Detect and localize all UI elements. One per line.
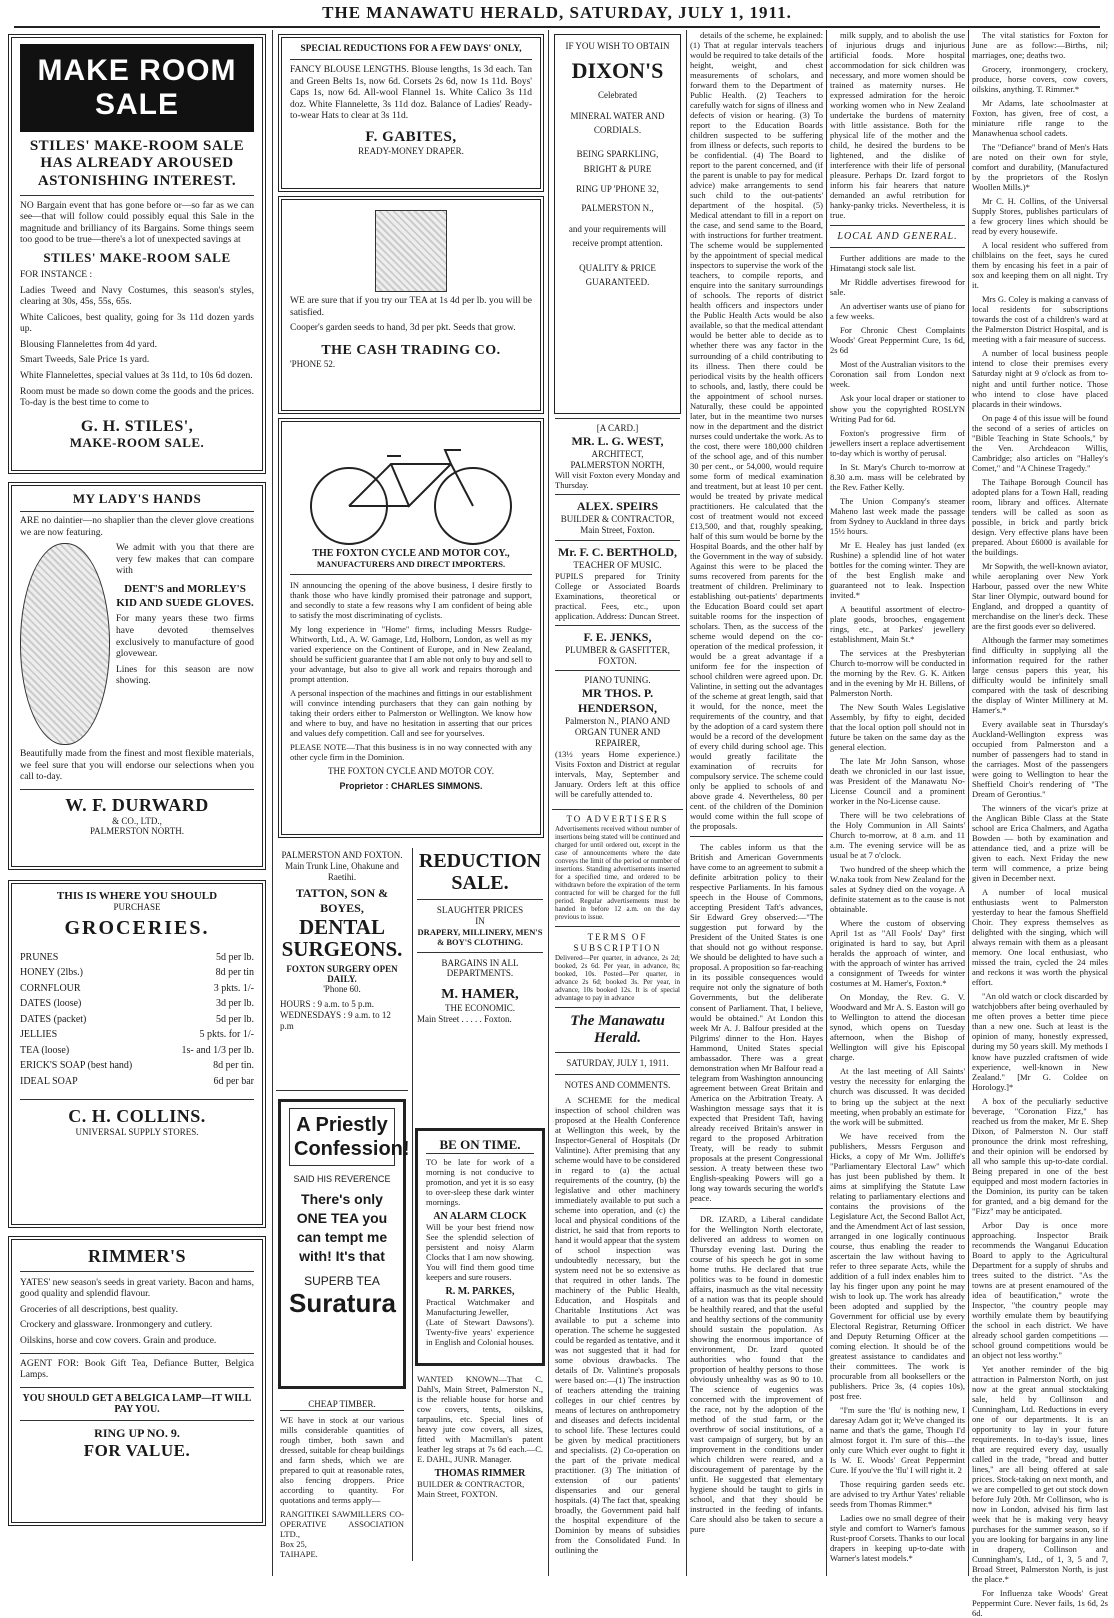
price-value: 6d per bar <box>213 1075 254 1087</box>
collins-sub: UNIVERSAL SUPPLY STORES. <box>75 1126 199 1137</box>
cycle-p2: My long experience in "Home" firms, including Messrs Rudge-Whitworth, Ltd., A. W. Gamage, Ltd, Holborn, London, as well as my varied experience on the Continent of Europe, and in New Zealand, should be sufficient guarantee that I am able not only to buy and sell to your advantage, but also to give all work and repairs thorough and prompt attention. <box>290 624 532 685</box>
news-item: Foxton's progressive firm of jewellers insert a replace advertisement to-day which is worthy of perusal. <box>830 427 965 458</box>
column-2 <box>276 30 546 1576</box>
price-value: 1s- and 1/3 per lb. <box>181 1044 254 1056</box>
reduction-bargains: BARGAINS IN ALL DEPARTMENTS. <box>441 957 519 979</box>
column-2-left <box>276 848 408 1561</box>
news-item: The services at the Presbyterian Church to-morrow will be conducted in the morning by the Rev. G. K. Aitken and in the evening by Mr H. Billens, of Palmerston North. <box>830 647 965 698</box>
news-item: Grocery, ironmongery, crockery, produce, horse covers, cow covers, oilskins, anything. T. Rimmer.* <box>972 64 1108 95</box>
stiles-subhead: STILES' MAKE-ROOM SALE <box>43 250 231 266</box>
price-value: 5d per lb. <box>215 951 254 963</box>
reduction-advert <box>413 848 547 1124</box>
news-item: Mr Sopwith, the well-known aviator, while aeroplaning over New York Harbour, passed over the new White Star liner Olympic, outward bound for England, and dropped a quantity of merchandise on the liner's deck. These are the first goods ever so delivered. <box>972 560 1108 631</box>
local-items <box>830 253 965 1563</box>
hamer-firm: M. HAMER, <box>441 987 519 1003</box>
advertisers-notice <box>552 809 683 1556</box>
dental-title: DENTAL SURGEONS. <box>281 915 403 962</box>
timber-firm: RANGITIKEI SAWMILLERS CO-OPERATIVE ASSOCIATION LTD., <box>280 1508 404 1539</box>
price-row <box>20 950 254 966</box>
card-place: Main Street, Foxton. <box>580 525 655 536</box>
dahl-advert <box>413 1372 547 1501</box>
news-item: Most of the Australian visitors to the Coronation sail from London next week. <box>830 359 965 390</box>
rimmer-p1: YATES' new season's seeds in great variety. Bacon and hams, good quality and splendid flavour. <box>20 1277 254 1300</box>
business-card <box>555 670 680 802</box>
news-item: Further additions are made to the Himatangi stock sale list. <box>830 253 965 274</box>
advertisers-body: Advertisements received without number of insertions being stated will be continued and charged for until ordered out, except in the case of announcements where the date conveys the limit of the period or number of insertions. Standing advertisements inserted for a specified time, and ordered to be withdrawn before the expiration of the term contracted for will be charged for the full period. Regular advertisements must be handed in before 12 a.m. on the day previous to issue. <box>555 824 680 922</box>
gabites-advert <box>278 34 544 192</box>
column-rule <box>826 30 827 1576</box>
dental-advert <box>276 848 408 1091</box>
parkes-late: (Late of Stewart Dawsons'). Twenty-five years' experience in English and Colonial houses. <box>426 1317 534 1348</box>
price-value: 8d per tin. <box>213 1060 254 1072</box>
cash-phone: 'PHONE 52. <box>290 358 336 369</box>
news-item: An advertiser wants use of piano for a few weeks. <box>830 301 965 322</box>
card-name: MR THOS. P. HENDERSON, <box>577 686 657 716</box>
durward-brand: DENT'S and MORLEY'S KID AND SUEDE GLOVES. <box>116 582 254 610</box>
article-text: DR. IZARD, a Liberal candidate for the Wellington North electorate, delivered an address to women on Thursday evening last. During the course of his speech he got in some home truths. He declared that true politics was to be found in domestic affairs, inasmuch as the vital necessity of a nation was that its people should be healthily reared, and that the useful and healthy sections of the community should sustain the population. As showing the enormous importance of environment, Dr. Izard quoted authorities who found that the proportion of healthy persons to those obviously unhealthy was as 90 to 10. The science of eugenics was concerned with the improvement of the race, not by the adoption of the method of the stud farm, or the overthrow of social institutions, of a vast campaign of surgery, but by an improvement in the conditions under which children were reared, and a discouragement of parentage by the unfit. He suggested that elementary hygiene should be taught to girls in school, and that they should be instructed in the feeding of infants. Care should also be taken to secure a pure <box>690 1213 823 1535</box>
card-name: ALEX. SPEIRS <box>576 499 659 514</box>
news-item: Where the custom of observing April 1st as "All Fools' Day" first originated is hard to say, but April heralds the approach of winter, and with the approach of winter has arrived a consignment of Tweeds for winter costumes at M. Hamer's, Foxton.* <box>830 918 965 989</box>
stiles-item: Ladies Tweed and Navy Costumes, this season's styles, clearing at 30s, 45s, 55s, 65s. <box>20 285 254 308</box>
news-item: "I'm sure the 'flu' is nothing new, I daresay Adam got it; We've changed its name and that's the game, Though I'd almost forgot it. I'm sure of this—the only cure Which ever ought to fight it Is W. E. Woods' Great Peppermint Cure. If you've the 'flu' I will right it. 2 <box>830 1404 965 1476</box>
cycle-title: THE FOXTON CYCLE AND MOTOR COY., <box>312 548 510 559</box>
news-item: On Monday, the Rev. G. V. Woodward and Mr A. S. Easton will go to Wellington to attend the diocesan synod, which opens on Tuesday afternoon, when the Bishop of Wellington will give his Episcopal charge. <box>830 992 965 1063</box>
price-value: 3d per lb. <box>215 998 254 1010</box>
card-note: Will visit Foxton every Monday and Thursday. <box>555 470 680 491</box>
business-card <box>555 540 680 625</box>
news-item: A beautiful assortment of electro-plate goods, brooches, engagement rings, etc., at Parkes' jewellery establishment, Main St.* <box>830 603 965 644</box>
news-item: There will be two celebrations of the Holy Communion in All Saints' Church to-morrow, at 8 a.m. and 11 a.m. The evening service will be as usual be at 7 o'clock. <box>830 810 965 861</box>
cash-seeds: Cooper's garden seeds to hand, 3d per pkt. Seeds that grow. <box>290 323 516 334</box>
stiles-item: Blousing Flannelettes from 4d yard. <box>20 339 157 350</box>
dixon-product: MINERAL WATER AND CORDIALS. <box>570 110 665 135</box>
price-row <box>20 981 254 997</box>
timber-advert <box>276 1397 408 1561</box>
timber-body: WE have in stock at our various mills considerable quantities of rough timber, both sawn and dressed, suitable for cheap buildings and farm sheds, which we are prepared to quit at reasonable rates, also fencing droppers. Price according to quantity. For quotations and terms apply— <box>280 1414 404 1505</box>
news-item: A local resident who suffered from chilblains on the feet, says he cured them by encasing his feet in a pair of sox and keeping them on all night. Try it. <box>972 240 1108 291</box>
news-item: Mrs G. Coley is making a canvass of local residents for subscriptions towards the cost of a children's ward at the Palmerston District Hospital, and is meeting with a fair measure of success. <box>972 294 1108 345</box>
price-row <box>20 1058 254 1074</box>
article-text: milk supply, and to abolish the use of injurious drugs and injurious artificial foods. More hospital accommodation for sick children was necessary, and more women should be trained as maternity nurses. He expressed admiration for the heroic working women who in New Zealand undertake the burdens of maternity with little assistance. Both for the physical life of the mother and the child, he desired the burdens to be lightened, and the dislike of interference with their life of personal pleasure. Perhaps Dr. Izard forgot to inform his fair hearers that nature demanded an awful retribution for hanky-panky tricks. Nevertheless, it is true. <box>830 30 965 221</box>
business-card <box>555 418 680 494</box>
gabites-body: FANCY BLOUSE LENGTHS. Blouse lengths, 1s 3d each. Tan and Green Belts 1s, now 6d. Corsets 2s 6d, now 1s 11d. Boys' Caps 1s, now 6d. All-wool Flannel 1s. White Calico 3s 11d doz. White Flannelette, 3s 11d doz. Balance of Ladies' Ready-to-wear Hats to clear at 3s 11d. <box>290 65 532 122</box>
man-drinking-tea-illustration <box>375 210 447 292</box>
durward-admit: We admit with you that there are very few makes that can compare with <box>116 543 254 577</box>
local-general-heading: LOCAL AND GENERAL. <box>837 231 958 243</box>
card-role: ARCHITECT, <box>591 448 644 459</box>
column-rule <box>272 30 273 1576</box>
column-3 <box>552 30 683 1576</box>
news-item: The New South Wales Legislative Assembly, by fifty to eight, decided that the local option poll should not in future be taken on the same day as the general election. <box>830 701 965 752</box>
reduction-slaughter: SLAUGHTER PRICES <box>436 905 524 915</box>
dixon-attention: and your requirements will receive prompt attention. <box>568 223 667 249</box>
timber-title: CHEAP TIMBER. <box>280 1399 404 1411</box>
business-card <box>555 625 680 671</box>
masthead-rule <box>14 26 1100 28</box>
rimmer-value: FOR VALUE. <box>83 1440 191 1460</box>
advertisers-title: TO ADVERTISERS <box>566 813 669 824</box>
rimmer2-addr: Main Street, FOXTON. <box>417 1489 498 1500</box>
cycle-advert <box>278 418 544 838</box>
cycle-p3: A personal inspection of the machines and fittings in our establishment will convince intending purchasers that they can gain nothing by taking their orders either to Palmerston or Wellington. We know how and where to buy, and have no hesitation in asserting that our prices and values defy competition. Call and see for yourselves. <box>290 688 532 739</box>
business-card <box>555 494 680 540</box>
notes-heading: NOTES AND COMMENTS. <box>564 1079 671 1090</box>
gabites-firm: F. GABITES, <box>365 128 457 145</box>
durward-years: For many years these two firms have devoted themselves exclusively to manufacture of good glovewear. <box>116 614 254 660</box>
card-name: MR. L. G. WEST, <box>571 433 664 448</box>
price-item: DATES (loose) <box>20 998 82 1010</box>
price-item: CORNFLOUR <box>20 982 81 994</box>
price-item: JELLIES <box>20 1029 58 1041</box>
ontime-body2: Will be your best friend now See the splendid selection of persistent and noisy Alarm Clocks that I am now showing. You will find them good time keepers and sure rousers. <box>426 1222 534 1283</box>
gabites-top: SPECIAL REDUCTIONS FOR A FEW DAYS' ONLY, <box>300 44 522 54</box>
card-name: F. E. JENKS, <box>583 629 652 644</box>
masthead: THE MANAWATU HERALD, SATURDAY, JULY 1, 1911. <box>322 3 792 22</box>
card-role: Palmerston N., PIANO AND ORGAN TUNER AND REPAIRER, <box>565 716 670 748</box>
business-cards <box>552 418 683 803</box>
column-1 <box>6 30 268 1576</box>
rimmer-p2: Groceries of all descriptions, best quality. <box>20 1304 178 1315</box>
price-item: ERICK'S SOAP (best hand) <box>20 1060 133 1072</box>
stiles-firm: G. H. STILES', <box>80 417 194 435</box>
news-item: On page 4 of this issue will be found the second of a series of articles on "Bible Teaching in State Schools," by the Ven. Archdeacon Willis, Cambridge; also articles on "Halley's Comet," and "A Chinese Tragedy." <box>972 412 1108 473</box>
card-role: TEACHER OF MUSIC. <box>573 560 662 571</box>
rimmer2-firm: THOMAS RIMMER <box>434 1468 526 1480</box>
news-item: Every available seat in Thursday's Auckland-Wellington express was occupied from Palmerston and a number of passengers had to stand in the carriages. Most of the passengers were going to Wellington to hear the Sheffield Choir's rendering of "The Dream of Gerontius." <box>972 719 1108 800</box>
card-note: PUPILS prepared for Trinity College or Associated Boards Examinations, theoretical or practical. Fees, etc., upon application. Address: Duncan Street. <box>555 570 680 621</box>
timber-place: TAIHAPE. <box>280 1549 318 1559</box>
stiles-item: Room must be made so down come the goods and the prices. To-day is the best time to come to <box>20 386 254 409</box>
price-row <box>20 1043 254 1059</box>
durward-firm: W. F. DURWARD <box>65 794 209 815</box>
news-item: A box of the peculiarly seductive beverage, "Coronation Fizz," has reached us from the maker, Mr E. Shep Dixon, of Palmerston N. Our staff pronounce the drink most refreshing, and their opinion will be endorsed by all who sample this up-to-date cordial. Being prepared in one of the best equipped and most modern factories in the Dominion, its purity can be taken for granted, and a big demand for the "Fizz" may be anticipated. <box>972 1095 1108 1216</box>
stiles-item: Smart Tweeds, Sale Price 1s yard. <box>20 355 150 366</box>
bicycle-illustration <box>291 428 531 548</box>
card-place: FOXTON. <box>598 655 637 666</box>
price-value: 8d per tin <box>215 967 254 979</box>
price-value: 3 pkts. 1/- <box>213 982 254 994</box>
grocery-price-list <box>20 950 254 1090</box>
news-item: The late Mr John Sanson, whose death we chronicled in our last issue, was President of the Manawatu No-License Council and a prominent worker in the No-License cause. <box>830 756 965 807</box>
parkes-advert <box>415 1128 545 1366</box>
card-role: PLUMBER & GASFITTER, <box>565 644 670 655</box>
local-items <box>972 30 1108 1618</box>
dental-top: PALMERSTON AND FOXTON. <box>281 850 403 860</box>
dental-firm: TATTON, SON & BOYES, <box>295 886 389 916</box>
column-rule <box>968 30 969 1576</box>
rimmer-p3: Crockery and glassware. Ironmongery and cutlery. <box>20 1320 213 1331</box>
news-item: Mr C. H. Collins, of the Universal Supply Stores, publishes particulars of a few grocery lines which should be read by every housewife. <box>972 196 1108 237</box>
hamer-sub: THE ECONOMIC. <box>445 1003 515 1014</box>
subscription-body: Delivered—Per quarter, in advance, 2s 2d; booked, 2s 6d. Per year, in advance, 8s; booked, 10s. Posted—Per quarter, in advance 2s 6d; booked 3s. Per year, in advance, 10s booked 12s. It is of special advantage to pay in advance <box>555 953 680 1002</box>
stiles-item: White Flannelettes, special values at 3s 11d, to 10s 6d dozen. <box>20 371 253 382</box>
dixon-advert <box>554 34 681 414</box>
rimmer2-sub: BUILDER & CONTRACTOR, <box>417 1479 525 1490</box>
card-place: PALMERSTON NORTH, <box>570 459 665 470</box>
durward-firm-sub: & CO., LTD., <box>112 815 162 826</box>
ontime-body: TO be late for work of a morning is not conducive to promotion, and yet it is so easy to over-sleep these dark winter mornings. <box>426 1157 534 1208</box>
price-row <box>20 996 254 1012</box>
column-6 <box>972 30 1108 1618</box>
price-item: PRUNES <box>20 951 59 963</box>
card-note: (13½ years Home experience.) Visits Foxton and District at regular intervals, May, September and January. Orders left at this office will be carefully attended to. <box>555 748 680 799</box>
durward-advert <box>8 482 266 870</box>
news-item: A number of local musical enthusiasts went to Palmerston yesterday to hear the famous Sheffield Choir. They express themselves as delighted with the singing, which will always remain with them as a pleasant memory. One local enthusiast, who missed the train, cycled the 24 miles and reckons it was worth the physical effort. <box>972 887 1108 988</box>
price-item: HONEY (2lbs.) <box>20 967 83 979</box>
news-item: Two hundred of the sheep which the W.naka took from New Zealand for the sales at Sydney died on the voyage. A definite statement as to the cause is not obtainable. <box>830 864 965 915</box>
price-item: TEA (loose) <box>20 1044 70 1056</box>
cycle-prop: Proprietor : CHARLES SIMMONS. <box>339 781 483 792</box>
news-item: The Union Company's steamer Maheno last week made the passage from Sydney to Auckland in three days 15½ hours. <box>830 495 965 536</box>
hamer-addr: Main Street . . . . . Foxton. <box>417 1013 512 1024</box>
news-item: Yet another reminder of the big attraction in Palmerston North, on just now at the great annual stocktaking sale, held by Collinson and Cunningham, Ltd. Reductions in every one of our departments. It is an opportunity to lay in your future requirements. In to-day's issue, lines that are required every day, usually called in the trade, "bread and butter lines," are all being offered at sale prices. Stock-taking on next month, and we are compelled to get out stock down before July 20th. Mr Collinson, who is now in London, advised his firm last week that he is making very heavy purchases for the summer season, so if you are looking for bargains in any line in drapery, Collinson and Cunningham's, Ltd., of 1, 3, 5 and 7, Broad Street, Palmerston North, is just the place.* <box>972 1363 1108 1585</box>
stiles-advert <box>8 34 266 474</box>
notes-body: A SCHEME for the medical inspection of school children was proposed at the Health Conference at Wellington this week, by the Inspector-General of Hospitals (Dr Valintine). After premising that any scheme would have to be considered in regard to (a) the actual requirements of the country, (b) the legislative and other machinery immediately available to put such a scheme into operation, and (c) the local and physical conditions of the district, he said that from reports to hand it would appear that the system of school inspection was undoubtedly necessary, but the system need not be so extensive as that required in other lands. The machinery of the Public Health, Education, and Hospitals and Charitable Institutions Act was available to put a scheme into operation. The scheme he suggested could be regarded as tentative, and it was not suggested that it had for some obvious drawbacks. The details of Dr. Valintine's proposals were based on:—(1) The instruction of teachers attending the training colleges in our chief centres by means of lectures on anthropometry and diseases and defects incidental to school life. These lectures could be given by medical practitioners and specialists. (2) Co-operation on the part of the private medical practitioner. (3) The initiation of extension of our patients' dispensaries and our general hospitals. (4) The fact that, speaking broadly, the Government paid half the hospital expenditure of the Dominion by means of subsidies from the Consolidated Fund. In outlining the <box>555 1094 680 1556</box>
cash-tea: WE are sure that if you try our TEA at 1s 4d per lb. you will be satisfied. <box>290 296 532 318</box>
dixon-ring: RING UP 'PHONE 32, <box>576 184 659 195</box>
column-5 <box>830 30 965 1576</box>
dixon-name: DIXON'S <box>571 57 664 83</box>
durward-place: PALMERSTON NORTH. <box>90 826 184 837</box>
price-value: 5d per lb. <box>215 1013 254 1025</box>
price-row <box>20 965 254 981</box>
news-item: Ladies owe no small degree of their style and comfort to Warner's famous Rust-proof Corsets. Thanks to our local drapers in keeping up-to-date with Warner's latest models.* <box>830 1513 965 1564</box>
news-item: Mr Riddle advertises firewood for sale. <box>830 277 965 298</box>
reduction-in: IN <box>475 915 485 926</box>
column-2-right <box>412 848 547 1561</box>
price-value: 5 pkts. for 1/- <box>199 1029 254 1041</box>
ontime-title: BE ON TIME. <box>426 1137 534 1154</box>
news-item: Those requiring garden seeds etc. are advised to try Arthur Yates' reliable seeds from Thomas Rimmer.* <box>830 1479 965 1510</box>
news-item: Ask your local draper or stationer to show you the copyrighted ROSLYN Writing Pad for 6d. <box>830 393 965 424</box>
reduction-title: REDUCTION SALE. <box>418 850 542 894</box>
priestly-superb: SUPERB TEA <box>304 1273 380 1288</box>
priestly-title: A Priestly Confession! <box>289 1108 395 1166</box>
collins-head2: PURCHASE <box>113 902 161 912</box>
news-item: The Taihape Borough Council has adopted plans for a Town Hall, reading room, library and offices. Alternate tenders will be called as soon as possible, in brick and partly brick design. Very effective plans have been prepared. About £6000 is available for the buildings. <box>972 476 1108 557</box>
make-room-sale-banner: MAKE ROOM SALE <box>20 44 254 132</box>
rimmer-p4: Oilskins, horse and cow covers. Grain and produce. <box>20 1336 217 1346</box>
price-row <box>20 1012 254 1028</box>
news-item: At the last meeting of All Saints' vestry the necessity for enlarging the church was discussed. It was decided to bring up the subject at the next meeting, when probably an estimate for the work will be submitted. <box>830 1066 966 1127</box>
column-4 <box>690 30 823 1576</box>
reduction-depts: DRAPERY, MILLINERY, MEN'S & BOY'S CLOTHING. <box>417 926 543 947</box>
parkes-firm: R. M. PARKES, <box>445 1286 515 1298</box>
dixon-place: PALMERSTON N., <box>581 202 654 213</box>
collins-title: GROCERIES. <box>64 916 210 939</box>
durward-made: Beautifully made from the finest and most flexible materials, we feel sure that you will endorse our selections when you call to-day. <box>20 749 254 783</box>
news-item: Mr Adams, late schoolmaster at Foxton, has given, free of cost, a miniature rifle range to the Manawhenua school cadets. <box>972 98 1108 139</box>
news-item: We have received from the publishers, Messrs Ferguson and Hicks, a copy of Mr Wm. Jolliffe's "Parliamentary Electoral Law" which has just been published by them. It aims at simplifying the Statute Law relating to parliamentary elections and contains the provisions of the Legislature Act, the Second Ballot Act, and the Amendment Act of last session, arranged in one logically continuous course, thus enabling the reader to ascertain the law without having to refer to three separate Acts, while the addition of a full index enables him to lay his finger upon any point he may wish to look up. The work has already been adopted and supplied by the Government for official use by every Electoral Registrar, Returning Officer and Deputy Returning Officer at the coming election. It should be of the greatest assistance to candidates and their committees. The work is procurable from all booksellers or the publishers. Price 3s, (4 copies 10s), post free. <box>830 1130 965 1401</box>
price-item: IDEAL SOAP <box>20 1075 78 1087</box>
dental-wed: WEDNESDAYS : 9 a.m. to 12 p.m <box>280 1010 391 1031</box>
rimmer-belgica: YOU SHOULD GET A BELGICA LAMP—IT WILL PAY YOU. <box>22 1392 252 1415</box>
card-role: BUILDER & CONTRACTOR, <box>560 514 675 525</box>
cycle-p4: PLEASE NOTE—That this business is in no way connected with any other cycle firm in the Dominion. <box>290 742 532 763</box>
priestly-said: SAID HIS REVERENCE <box>293 1174 391 1184</box>
news-item: A number of local business people intend to close their premises every Saturday night at 9 o'clock as from to-night and until further notice. Those who intend to close have placed placards in their windows. <box>972 348 1108 409</box>
news-item: The winners of the vicar's prize at the Anglican Bible Class at the State school are Erica Chalmers, and Agatha Bowden — both by examination and attendance tied, and a prize will be given to each. Next Friday the new term will commence, a prize being given in December next. <box>972 803 1108 884</box>
price-row <box>20 1027 254 1043</box>
news-item: The "Defiance" brand of Men's Hats are noted on their own for style, comfort and durability, (Manufactured by the proprietors of the Roslyn Woollen Mills.)* <box>972 142 1108 193</box>
cycle-firm: THE FOXTON CYCLE AND MOTOR COY. <box>327 766 495 777</box>
article-text: details of the scheme, he explained: (1) That at regular intervals teachers would be required to take details of the height, weight, and chest measurements of scholars, and forward them to the Department of Public Health. (2) Teachers to carefully watch for signs of illness and defects of vision or hearing. (3) To report to the Education Boards children suspected to be suffering from illness or defects, such reports to be confidential. (4) The Board to report to the parent concerned, and (if the parent is unable to pay for medical advice) make arrangements to send such child to the out-patients' department of the hospital. (5) Medical attendant to fill in a report on the case, and send same to the Board, with instructions for further treatment. The scheme would be supplemented by the appointment of special medical inspectors to supervise the work of the teachers, to compile reports, and enquire into the sanitary surroundings of schools. The reports of district health officers and inspectors under the Public Health Acts would be also available, so that the medical attendant would be better able to decide as to whether there was any factor in the surrounding of a child contributing to its illness. Then there could be periodical visits by the health officers to schools, and, lastly, there could be the appointment of school nurses. Naturally, these could be appointed later, but in the meantime two nurses now in the department and the district nurses could undertake the work. As to the cost, there were 180,000 children of the school age, and of this number 30 per cent., or 54,000, would require some form of medical examination and treatment, but at least 10 per cent. would be treated by private medical practitioners. He calculated that the cost of treatment would not exceed £13,500, and that, roughly speaking, half of this sum would be borne by the Hospital Boards, and the other half by the Government in the way of subsidy. Against this were to be placed the sums recovered from parents for the treatment of children. Preliminary to establishing out-patients' departments the Education Board could set apart suitable rooms for the inspection of scholars. Then, as the success of the scheme would depend on the co-operation of the medical profession, it would be a great advantage if a uniform fee for the inspection of school children were agreed upon. Dr. Valintine, in setting out the advantages of the scheme at great length, said that it would, for the nonce, meet the requirements of the country, and that by the adoption of a card system there would be a record of the development of every child during school age. This would greatly facilitate the examination of recruits for compulsory service. The scheme could only be applied to schools of and above grade 4. Nevertheless, 80 per cent. of the children of the Dominion would come within the full scope of the proposals. <box>690 30 823 832</box>
rimmer-title: RIMMER'S <box>20 1246 254 1272</box>
column-rule <box>548 30 549 1576</box>
suratura-advert <box>278 1099 410 1389</box>
news-item: The vital statistics for Foxton for June are as follow:—Births, nil; marriages, one; deaths two. <box>972 30 1108 61</box>
subscription-title: TERMS OF SUBSCRIPTION <box>573 932 662 953</box>
news-item: For Influenza take Woods' Great Peppermint Cure. Never fails, 1s 6d, 2s 6d. <box>972 1588 1108 1618</box>
dental-phone: 'Phone 60. <box>323 984 361 995</box>
cash-firm: THE CASH TRADING CO. <box>321 342 501 358</box>
rimmer-agent: AGENT FOR: Book Gift Tea, Defiance Butter, Belgica Lamps. <box>20 1358 254 1381</box>
wanted-body: WANTED KNOWN—That C. Dahl's, Main Street, Palmerston N., is the reliable house for horse and cow covers, tents, oilskins, tarpaulins, etc. Special lines of heavy jute cow covers, all sizes, fitted with Macmillan's patent leather leg straps at 7s 6d each.—C. E. DAHL, JUNR. Manager. <box>417 1374 543 1465</box>
stiles-item: White Calicoes, best quality, going for 3s 11d dozen yards up. <box>20 312 254 335</box>
priestly-quote: There's only ONE TEA you can tempt me with! It's that <box>296 1191 388 1264</box>
parkes-sub: Practical Watchmaker and Manufacturing Jeweller, <box>426 1297 534 1318</box>
cycle-sub: MANUFACTURERS AND DIRECT IMPORTERS. <box>316 559 506 569</box>
article-text: The cables inform us that the British and American Governments have come to an agreement to submit a definite arbitration policy to their respective Parliaments. In his famous speech in the House of Commons, accepting President Taft's advances, Sir Edward Grey observed:—"The suggestion put forward by the President of the United States is one that should not go without response. We should be delighted to have such a proposal. A proposition so far-reaching in its possible consequences would require not only the signature of both Governments, but the deliberate consent of Parliament. That, I believe, would be obtained." At London this week Mr A. J. Balfour presided at the Pilgrims' dinner to the Hon. Hayes Hammond, United States special ambassador. There was a great demonstration when Mr Balfour read a telegram from Washington announcing agreement between Great Britain and America on the Arbitration Treaty. A Washington message says that it is expected that President Taft, having already received Britain's answer in regard to the proposed Arbitration Treaty, will be ready to submit proposals at the present Congressional session. A treaty between these two English-speaking Powers will go a long way towards securing the world's peace. <box>690 842 823 1203</box>
stiles-firm-sub: MAKE-ROOM SALE. <box>69 435 205 451</box>
price-row <box>20 1074 254 1090</box>
card-label: PIANO TUNING. <box>584 675 651 686</box>
dixon-top: IF YOU WISH TO OBTAIN <box>565 41 670 51</box>
gabites-sub: READY-MONEY DRAPER. <box>358 146 464 157</box>
stiles-for-instance: FOR INSTANCE : <box>20 270 93 280</box>
collins-head1: THIS IS WHERE YOU SHOULD <box>56 890 218 902</box>
durward-showing: Lines for this season are now showing. <box>116 664 254 687</box>
news-item: "An old watch or clock discarded by watchjobbers after being overhauled by me often proves a better time piece than a new one. Such at least is the opinion of many, honestly expressed, during my 50 years skill. My methods I know have puzzled craftsmen of wide experience, well-known in New Zealand." [Mr G. Coldee on Horology.]* <box>972 991 1108 1092</box>
gloved-hand-illustration <box>20 543 110 745</box>
cycle-p1: IN announcing the opening of the above business, I desire firstly to thank those who have kindly promised their patronage and support, and secondly to state a few reasons why I am confident of being able to satisfy the most discriminating of cyclists. <box>290 580 532 621</box>
rimmer-ring: RING UP NO. 9. <box>94 1425 180 1440</box>
news-item: Arbor Day is once more approaching. Inspector Braik recommends the Wanganui Education Board to apply to the Agricultural Department for a supply of shrubs and trees suited to the district. "As the towns are at present enamoured of the idea of beautification," wrote the Inspector, "the country people may worthily emulate them by beautifying the school in each district. We have already school garden competitions — school ground competitions would be an object not less worthy." <box>972 1219 1108 1360</box>
news-item: For Chronic Chest Complaints Woods' Great Peppermint Cure, 1s 6d, 2s 6d <box>830 325 965 356</box>
news-item: Although the farmer may sometimes find difficulty in supplying all the information required for the rather large census papers this year, his difficulty would be infinitely small compared with the task of describing the display of Winter Millinery at M. Hamer's.* <box>972 634 1108 715</box>
cash-trading-advert <box>278 196 544 414</box>
dental-hours: HOURS : 9 a.m. to 5 p.m. <box>280 999 375 1010</box>
collins-firm: C. H. COLLINS. <box>68 1106 206 1127</box>
dixon-being: BEING SPARKLING, BRIGHT & PURE <box>576 149 659 174</box>
dental-sub: FOXTON SURGERY OPEN DAILY. <box>286 964 398 985</box>
news-item: Mr E. Healey has just landed (ex Rushine) a splendid line of hot water bottles for the coming winter. They are of the best English make and guaranteed not to leak. Inspection invited.* <box>830 539 965 600</box>
durward-lead: ARE no daintier—no shaplier than the clever glove creations we are now featuring. <box>20 515 254 538</box>
dixon-quality: QUALITY & PRICE GUARANTEED. <box>579 262 656 287</box>
stiles-intro: NO Bargain event that has gone before or—so far as we can see—that will follow could possibly equal this Sale in the magnitude and brilliancy of its Bargains. Some things seem too good to be true—there's a lot of unexpected savings at <box>20 200 254 246</box>
suratura-brand: Suratura <box>289 1287 396 1318</box>
ontime-clock: AN ALARM CLOCK <box>433 1211 527 1223</box>
collins-advert <box>8 880 266 1228</box>
durward-title: MY LADY'S HANDS <box>20 492 254 512</box>
timber-box: Box 25, <box>280 1538 307 1549</box>
card-label: [A CARD.] <box>596 423 639 433</box>
column-rule <box>686 30 687 1576</box>
dixon-celebrated: Celebrated <box>598 89 637 100</box>
news-item: In St. Mary's Church to-morrow at 8.30 a.m. mass will be celebrated by the Rev. Father Kelly. <box>830 461 965 492</box>
rimmer-advert <box>8 1236 266 1526</box>
card-name: Mr. F. C. BERTHOLD, <box>557 545 678 560</box>
herald-date: SATURDAY, JULY 1, 1911. <box>566 1057 669 1068</box>
herald-nameplate: The Manawatu Herald. <box>570 1012 665 1046</box>
price-item: DATES (packet) <box>20 1013 87 1025</box>
stiles-headline: STILES' MAKE-ROOM SALE HAS ALREADY AROUSED ASTONISHING INTEREST. <box>29 138 245 189</box>
dental-top2: Main Trunk Line, Ohakune and Raetihi. <box>285 860 399 882</box>
